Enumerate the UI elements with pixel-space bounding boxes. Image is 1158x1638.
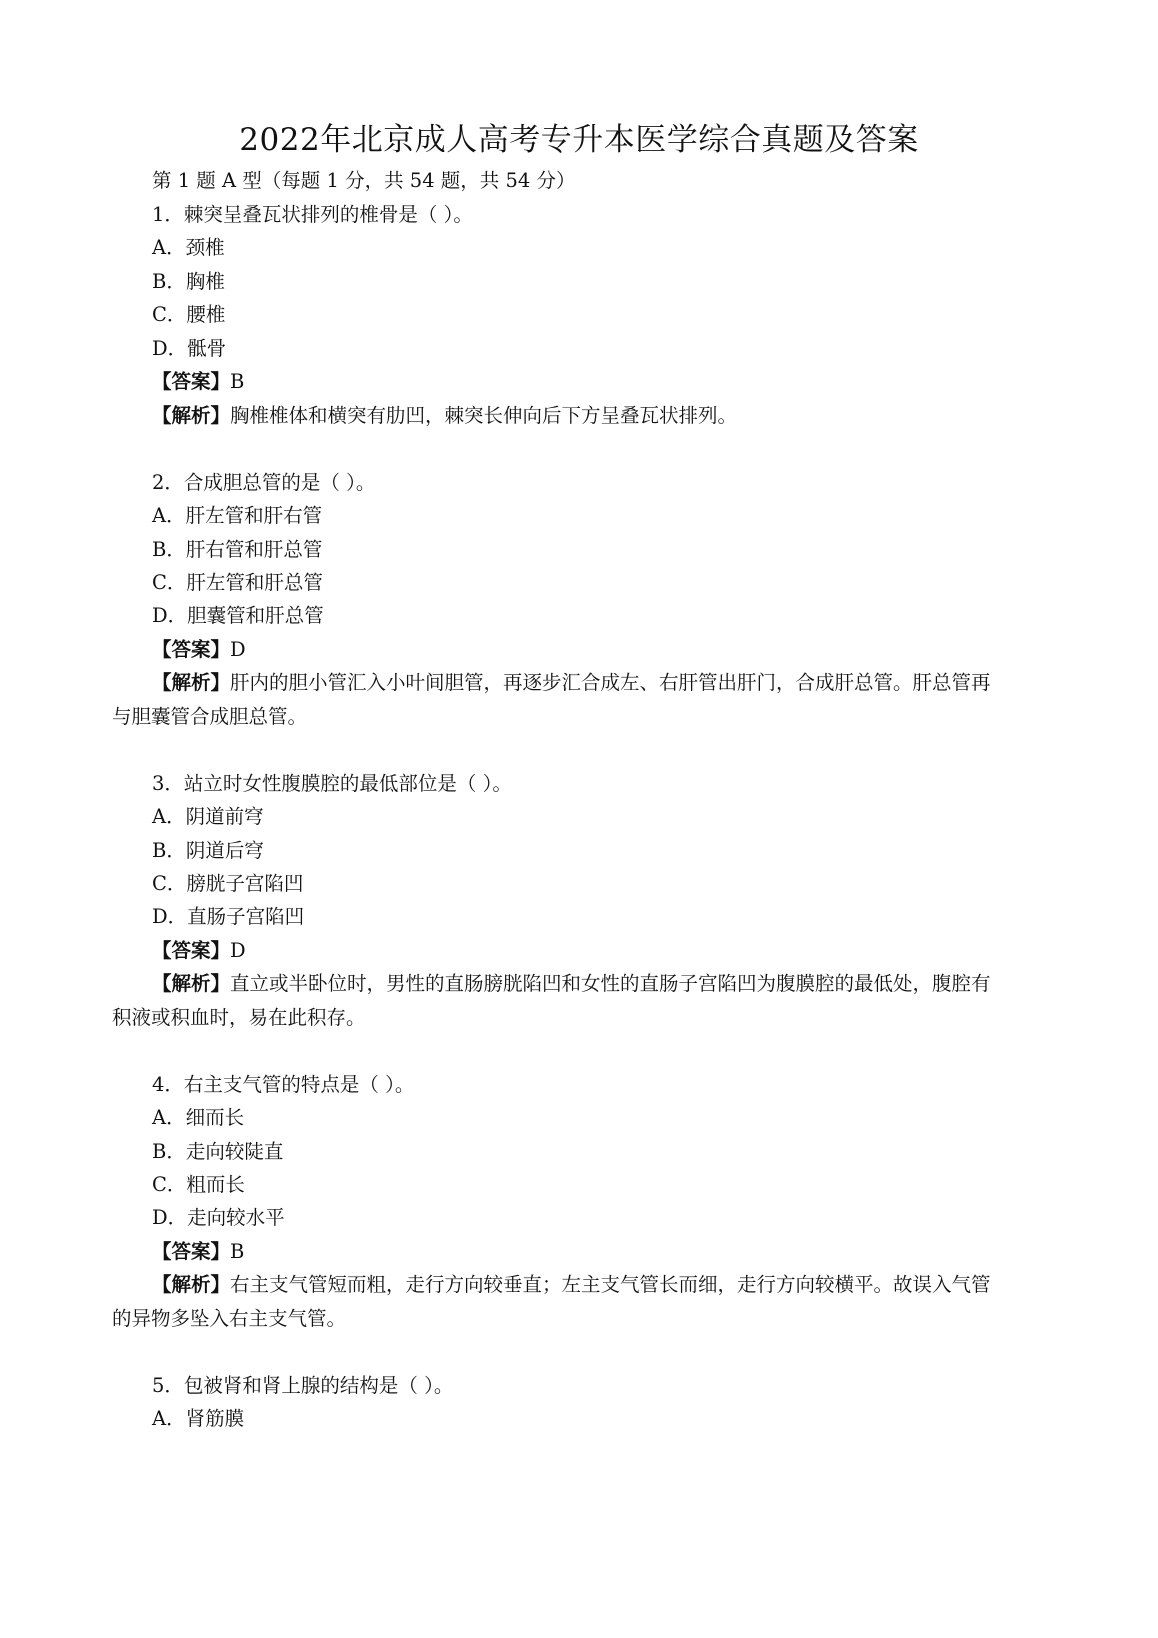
option-b: B．走向较陡直 <box>152 1140 284 1163</box>
answer-line <box>152 368 244 396</box>
answer-label: 【答案】 <box>152 939 231 962</box>
option-d: D．胆囊管和肝总管 <box>152 604 324 627</box>
analysis-label: 【解析】 <box>152 404 231 427</box>
question-stem: 4．右主支气管的特点是（ ）。 <box>152 1073 415 1096</box>
option-a: A．肾筋膜 <box>152 1407 245 1430</box>
question-stem: 5．包被肾和肾上腺的结构是（ ）。 <box>152 1374 454 1397</box>
answer-value: B <box>230 1240 245 1263</box>
option-d: D．走向较水平 <box>152 1206 285 1229</box>
document-title: 2022年北京成人高考专升本医学综合真题及答案 <box>239 122 919 158</box>
option-c: C．腰椎 <box>152 303 226 326</box>
section-header: 第 1 题 A 型（每题 1 分，共 54 题，共 54 分） <box>152 169 576 192</box>
analysis-line <box>152 1271 991 1299</box>
analysis-continuation: 的异物多坠入右主支气管。 <box>112 1307 347 1330</box>
answer-line <box>152 937 246 965</box>
question-stem: 3．站立时女性腹膜腔的最低部位是（ ）。 <box>152 772 512 795</box>
answer-label: 【答案】 <box>152 1240 231 1263</box>
option-c: C．膀胱子宫陷凹 <box>152 872 304 895</box>
analysis-label: 【解析】 <box>152 972 231 995</box>
question-stem: 1．棘突呈叠瓦状排列的椎骨是（ ）。 <box>152 203 473 226</box>
analysis-label: 【解析】 <box>152 671 231 694</box>
option-c: C．肝左管和肝总管 <box>152 571 323 594</box>
option-d: D．骶骨 <box>152 337 227 360</box>
analysis-text: 胸椎椎体和横突有肋凹，棘突长伸向后下方呈叠瓦状排列。 <box>230 404 738 427</box>
analysis-line <box>152 970 991 998</box>
analysis-continuation: 与胆囊管合成胆总管。 <box>112 705 308 728</box>
analysis-text: 肝内的胆小管汇入小叶间胆管，再逐步汇合成左、右肝管出肝门，合成肝总管。肝总管再 <box>230 671 991 694</box>
analysis-label: 【解析】 <box>152 1273 231 1296</box>
option-c: C．粗而长 <box>152 1173 245 1196</box>
answer-value: D <box>230 638 246 661</box>
answer-label: 【答案】 <box>152 370 231 393</box>
analysis-line <box>152 402 737 430</box>
option-b: B．肝右管和肝总管 <box>152 538 323 561</box>
option-d: D．直肠子宫陷凹 <box>152 905 305 928</box>
analysis-line <box>152 669 991 697</box>
option-b: B．阴道后穹 <box>152 839 264 862</box>
answer-line <box>152 1238 244 1266</box>
analysis-continuation: 积液或积血时，易在此积存。 <box>112 1006 366 1029</box>
option-a: A．肝左管和肝右管 <box>152 504 323 527</box>
question-stem: 2．合成胆总管的是（ ）。 <box>152 471 376 494</box>
analysis-text: 直立或半卧位时，男性的直肠膀胱陷凹和女性的直肠子宫陷凹为腹膜腔的最低处，腹腔有 <box>230 972 991 995</box>
analysis-text: 右主支气管短而粗，走行方向较垂直；左主支气管长而细，走行方向较横平。故误入气管 <box>230 1273 991 1296</box>
option-b: B．胸椎 <box>152 270 225 293</box>
option-a: A．细而长 <box>152 1106 245 1129</box>
answer-value: B <box>230 370 245 393</box>
answer-label: 【答案】 <box>152 638 231 661</box>
option-a: A．颈椎 <box>152 236 225 259</box>
answer-line <box>152 636 246 664</box>
option-a: A．阴道前穹 <box>152 805 264 828</box>
answer-value: D <box>230 939 246 962</box>
